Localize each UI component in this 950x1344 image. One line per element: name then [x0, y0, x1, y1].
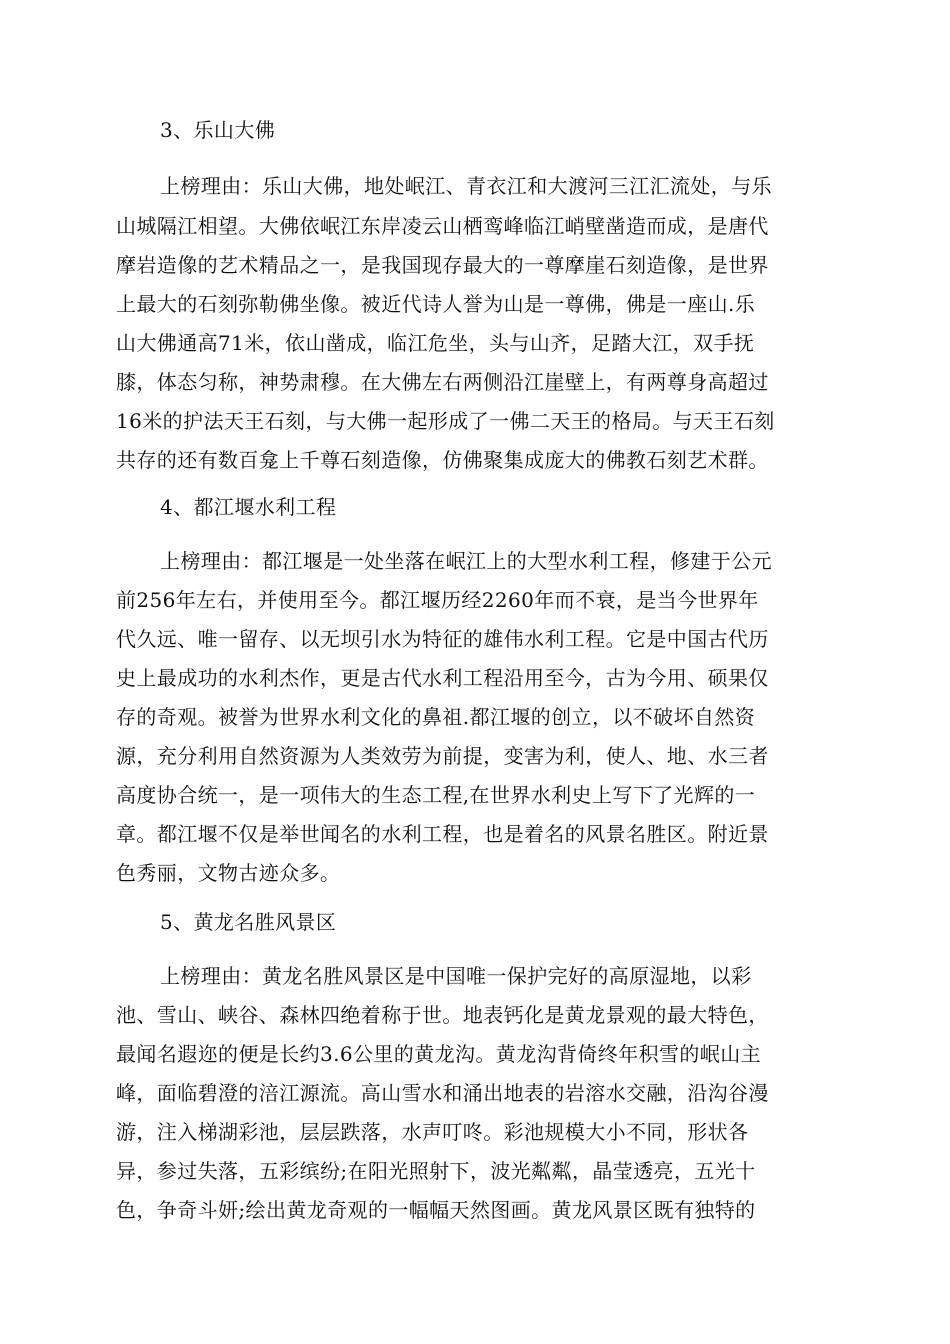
- paragraph-line: 峰，面临碧澄的涪江源流。高山雪水和涌出地表的岩溶水交融，沿沟谷漫: [116, 1081, 769, 1105]
- paragraph-line: 上最大的石刻弥勒佛坐像。被近代诗人誉为山是一尊佛，佛是一座山.乐: [116, 292, 756, 316]
- paragraph-line: 共存的还有数百龛上千尊石刻造像，仿佛聚集成庞大的佛教石刻艺术群。: [116, 448, 769, 472]
- paragraph-line: 源，充分利用自然资源为人类效劳为前提，变害为利，使人、地、水三者: [116, 744, 769, 768]
- paragraph-line: 代久远、唯一留存、以无坝引水为特征的雄伟水利工程。它是中国古代历: [116, 627, 769, 651]
- paragraph-line: 高度协合统一，是一项伟大的生态工程,在世界水利史上写下了光辉的一: [116, 783, 756, 807]
- paragraph-line: 色，争奇斗妍;绘出黄龙奇观的一幅幅天然图画。黄龙风景区既有独特的: [116, 1198, 756, 1222]
- paragraph-line: 池、雪山、峡谷、森林四绝着称于世。地表钙化是黄龙景观的最大特色，: [116, 1003, 769, 1027]
- paragraph-line: 山城隔江相望。大佛依岷江东岸凌云山栖鸾峰临江峭壁凿造而成，是唐代: [116, 214, 769, 238]
- section-heading-huanglong: 5、黄龙名胜风景区: [160, 910, 337, 934]
- paragraph-line: 色秀丽，文物古迹众多。: [116, 861, 341, 885]
- paragraph-line: 游，注入梯湖彩池，层层跌落，水声叮咚。彩池规模大小不同，形状各: [116, 1120, 749, 1144]
- section-heading-leshan: 3、乐山大佛: [160, 118, 276, 142]
- section-heading-dujiangyan: 4、都江堰水利工程: [160, 495, 337, 519]
- paragraph-line: 异，参过失落，五彩缤纷;在阳光照射下，波光粼粼，晶莹透亮，五光十: [116, 1159, 756, 1183]
- paragraph-line: 章。都江堰不仅是举世闻名的水利工程，也是着名的风景名胜区。附近景: [116, 822, 769, 846]
- paragraph-line: 最闻名遐迩的便是长约3.6公里的黄龙沟。黄龙沟背倚终年积雪的岷山主: [116, 1042, 762, 1066]
- paragraph-line: 上榜理由：乐山大佛，地处岷江、青衣江和大渡河三江汇流处，与乐: [160, 174, 772, 198]
- paragraph-line: 山大佛通高71米，依山凿成，临江危坐，头与山齐，足踏大江，双手抚: [116, 331, 755, 355]
- paragraph-line: 16米的护法天王石刻，与大佛一起形成了一佛二天王的格局。与天王石刻: [116, 409, 775, 433]
- paragraph-line: 摩岩造像的艺术精品之一，是我国现存最大的一尊摩崖石刻造像，是世界: [116, 253, 769, 277]
- paragraph-line: 存的奇观。被誉为世界水利文化的鼻祖.都江堰的创立，以不破坏自然资: [116, 705, 756, 729]
- paragraph-line: 上榜理由：黄龙名胜风景区是中国唯一保护完好的高原湿地，以彩: [160, 964, 752, 988]
- paragraph-line: 史上最成功的水利杰作，更是古代水利工程沿用至今，古为今用、硕果仅: [116, 666, 769, 690]
- paragraph-line: 膝，体态匀称，神势肃穆。在大佛左右两侧沿江崖壁上，有两尊身高超过: [116, 370, 769, 394]
- paragraph-line: 前256年左右，并使用至今。都江堰历经2260年而不衰，是当今世界年: [116, 588, 759, 612]
- paragraph-line: 上榜理由：都江堰是一处坐落在岷江上的大型水利工程，修建于公元: [160, 549, 772, 573]
